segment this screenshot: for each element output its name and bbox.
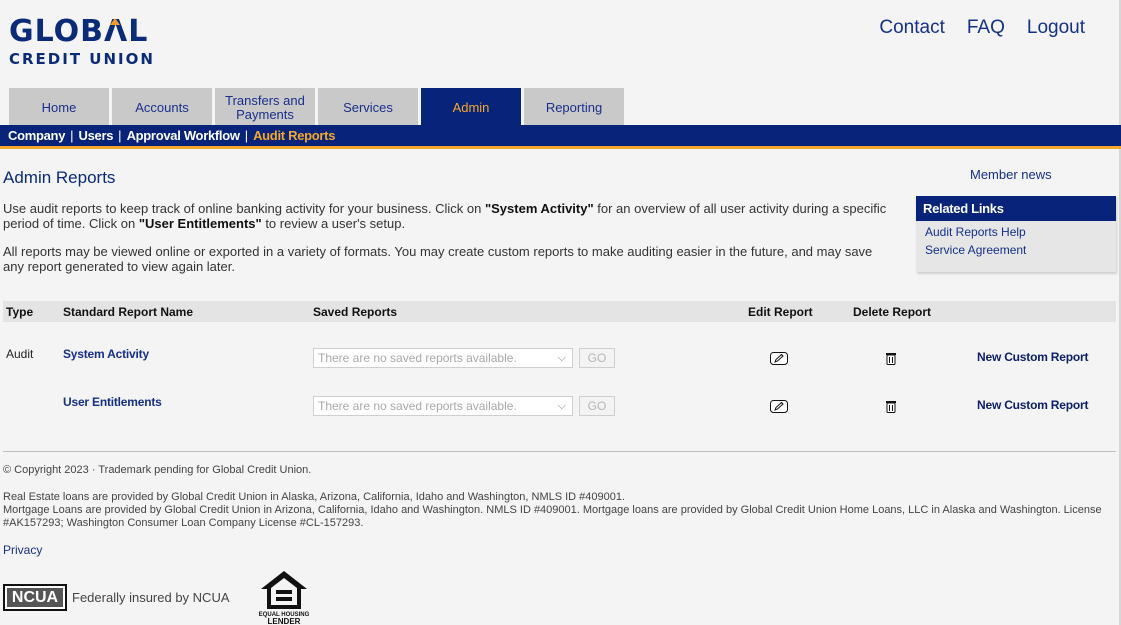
intro-paragraph-1 [3, 201, 893, 231]
related-links-panel [916, 196, 1116, 272]
table-header [3, 301, 1116, 322]
go-button[interactable]: GO [579, 348, 615, 368]
ncua-logo-text: NCUA [7, 588, 63, 607]
subnav-separator: | [70, 128, 74, 143]
related-links-title: Related Links [916, 196, 1116, 221]
intro-highlight-system-activity: "System Activity" [484, 201, 594, 216]
table-row [3, 394, 1116, 442]
copyright-text: © Copyright 2023 · Trademark pending for Global Credit Union. [3, 464, 312, 476]
subnav-users[interactable]: Users [78, 128, 114, 143]
subnav-approval-workflow[interactable]: Approval Workflow [126, 128, 240, 143]
page-title: Admin Reports [3, 168, 116, 187]
intro-text-segment: to review a user's setup. [261, 216, 406, 231]
header-report-name: Standard Report Name [63, 305, 194, 319]
eho-line-2: LENDER [267, 617, 301, 625]
member-news-link[interactable]: Member news [970, 167, 1052, 182]
new-custom-report-link[interactable]: New Custom Report [977, 350, 1089, 364]
edit-pencil-icon[interactable] [770, 400, 788, 413]
mortgage-disclosure: Mortgage Loans are provided by Global Credit Union in Arizona, California, Idaho and Washington. NMLS ID #409001. Mortgage loans are provided by Global Credit Union Home Loans, LLC in Alaska and Washington. License #AK157293; Washington Consumer Loan Company License #CL-157293. [3, 504, 1102, 529]
saved-reports-placeholder: There are no saved reports available. [318, 351, 517, 365]
eho-line-1: EQUAL HOUSING [258, 612, 310, 618]
contact-link[interactable]: Contact [879, 17, 945, 38]
trash-icon[interactable] [885, 352, 897, 365]
trash-icon[interactable] [885, 400, 897, 413]
footer [3, 464, 1103, 530]
report-link-system-activity[interactable]: System Activity [63, 347, 149, 361]
header-delete-report: Delete Report [853, 305, 932, 319]
subnav-audit-reports[interactable]: Audit Reports [253, 128, 336, 143]
tab-home[interactable]: Home [9, 88, 109, 125]
audit-reports-help-link[interactable]: Audit Reports Help [925, 225, 1026, 239]
intro-paragraph-2: All reports may be viewed online or exported in a variety of formats. You may create custom reports to make auditing easier in the future, and may save any report generated to view again later. [3, 244, 873, 274]
subnav-separator: | [244, 128, 249, 143]
row-type: Audit [6, 347, 34, 361]
chevron-down-icon: ⌵ [557, 400, 566, 412]
saved-reports-placeholder: There are no saved reports available. [318, 399, 517, 413]
subnav-separator: | [118, 128, 122, 143]
saved-reports-select[interactable] [313, 348, 573, 368]
header-edit-report: Edit Report [748, 305, 813, 319]
intro-text-segment: Use audit reports to keep track of online banking activity for your business. Click on [3, 201, 485, 216]
main-tabs [9, 88, 624, 125]
new-custom-report-link[interactable]: New Custom Report [977, 398, 1089, 412]
table-row [3, 346, 1116, 394]
sub-nav [0, 125, 1121, 149]
intro-text [3, 201, 893, 274]
top-nav [879, 17, 1085, 39]
tab-accounts[interactable]: Accounts [112, 88, 212, 125]
logout-link[interactable]: Logout [1026, 17, 1085, 38]
intro-highlight-user-entitlements: "User Entitlements" [138, 216, 262, 231]
intro-text-segment: for an overview of all user activity during a specific period of time. Click on [3, 201, 887, 231]
privacy-link[interactable]: Privacy [3, 543, 43, 557]
logo-subtitle: CREDIT UNION [9, 50, 155, 68]
header-saved-reports: Saved Reports [313, 305, 398, 319]
tab-transfers-and-payments[interactable]: Transfers and Payments [215, 88, 315, 125]
reports-table [3, 301, 1116, 442]
tab-admin[interactable]: Admin [421, 88, 521, 125]
ncua-logo [3, 584, 67, 611]
header-type: Type [6, 305, 34, 319]
go-button[interactable]: GO [579, 396, 615, 416]
tab-reporting[interactable]: Reporting [524, 88, 624, 125]
equal-housing-lender-icon [257, 569, 311, 625]
service-agreement-link[interactable]: Service Agreement [925, 243, 1027, 257]
subnav-company[interactable]: Company [8, 128, 66, 143]
report-link-user-entitlements[interactable]: User Entitlements [63, 395, 162, 409]
logo[interactable] [9, 16, 155, 68]
logo-wordmark: GLOBΛL [9, 14, 149, 49]
faq-link[interactable]: FAQ [966, 17, 1005, 38]
footer-divider [3, 451, 1116, 452]
edit-pencil-icon[interactable] [770, 352, 788, 365]
real-estate-disclosure: Real Estate loans are provided by Global Credit Union in Alaska, Arizona, California, Idaho and Washington, NMLS ID #409001. [3, 491, 626, 503]
tab-services[interactable]: Services [318, 88, 418, 125]
ncua-insured-text: Federally insured by NCUA [72, 590, 230, 605]
saved-reports-select[interactable] [313, 396, 573, 416]
chevron-down-icon: ⌵ [557, 352, 566, 364]
